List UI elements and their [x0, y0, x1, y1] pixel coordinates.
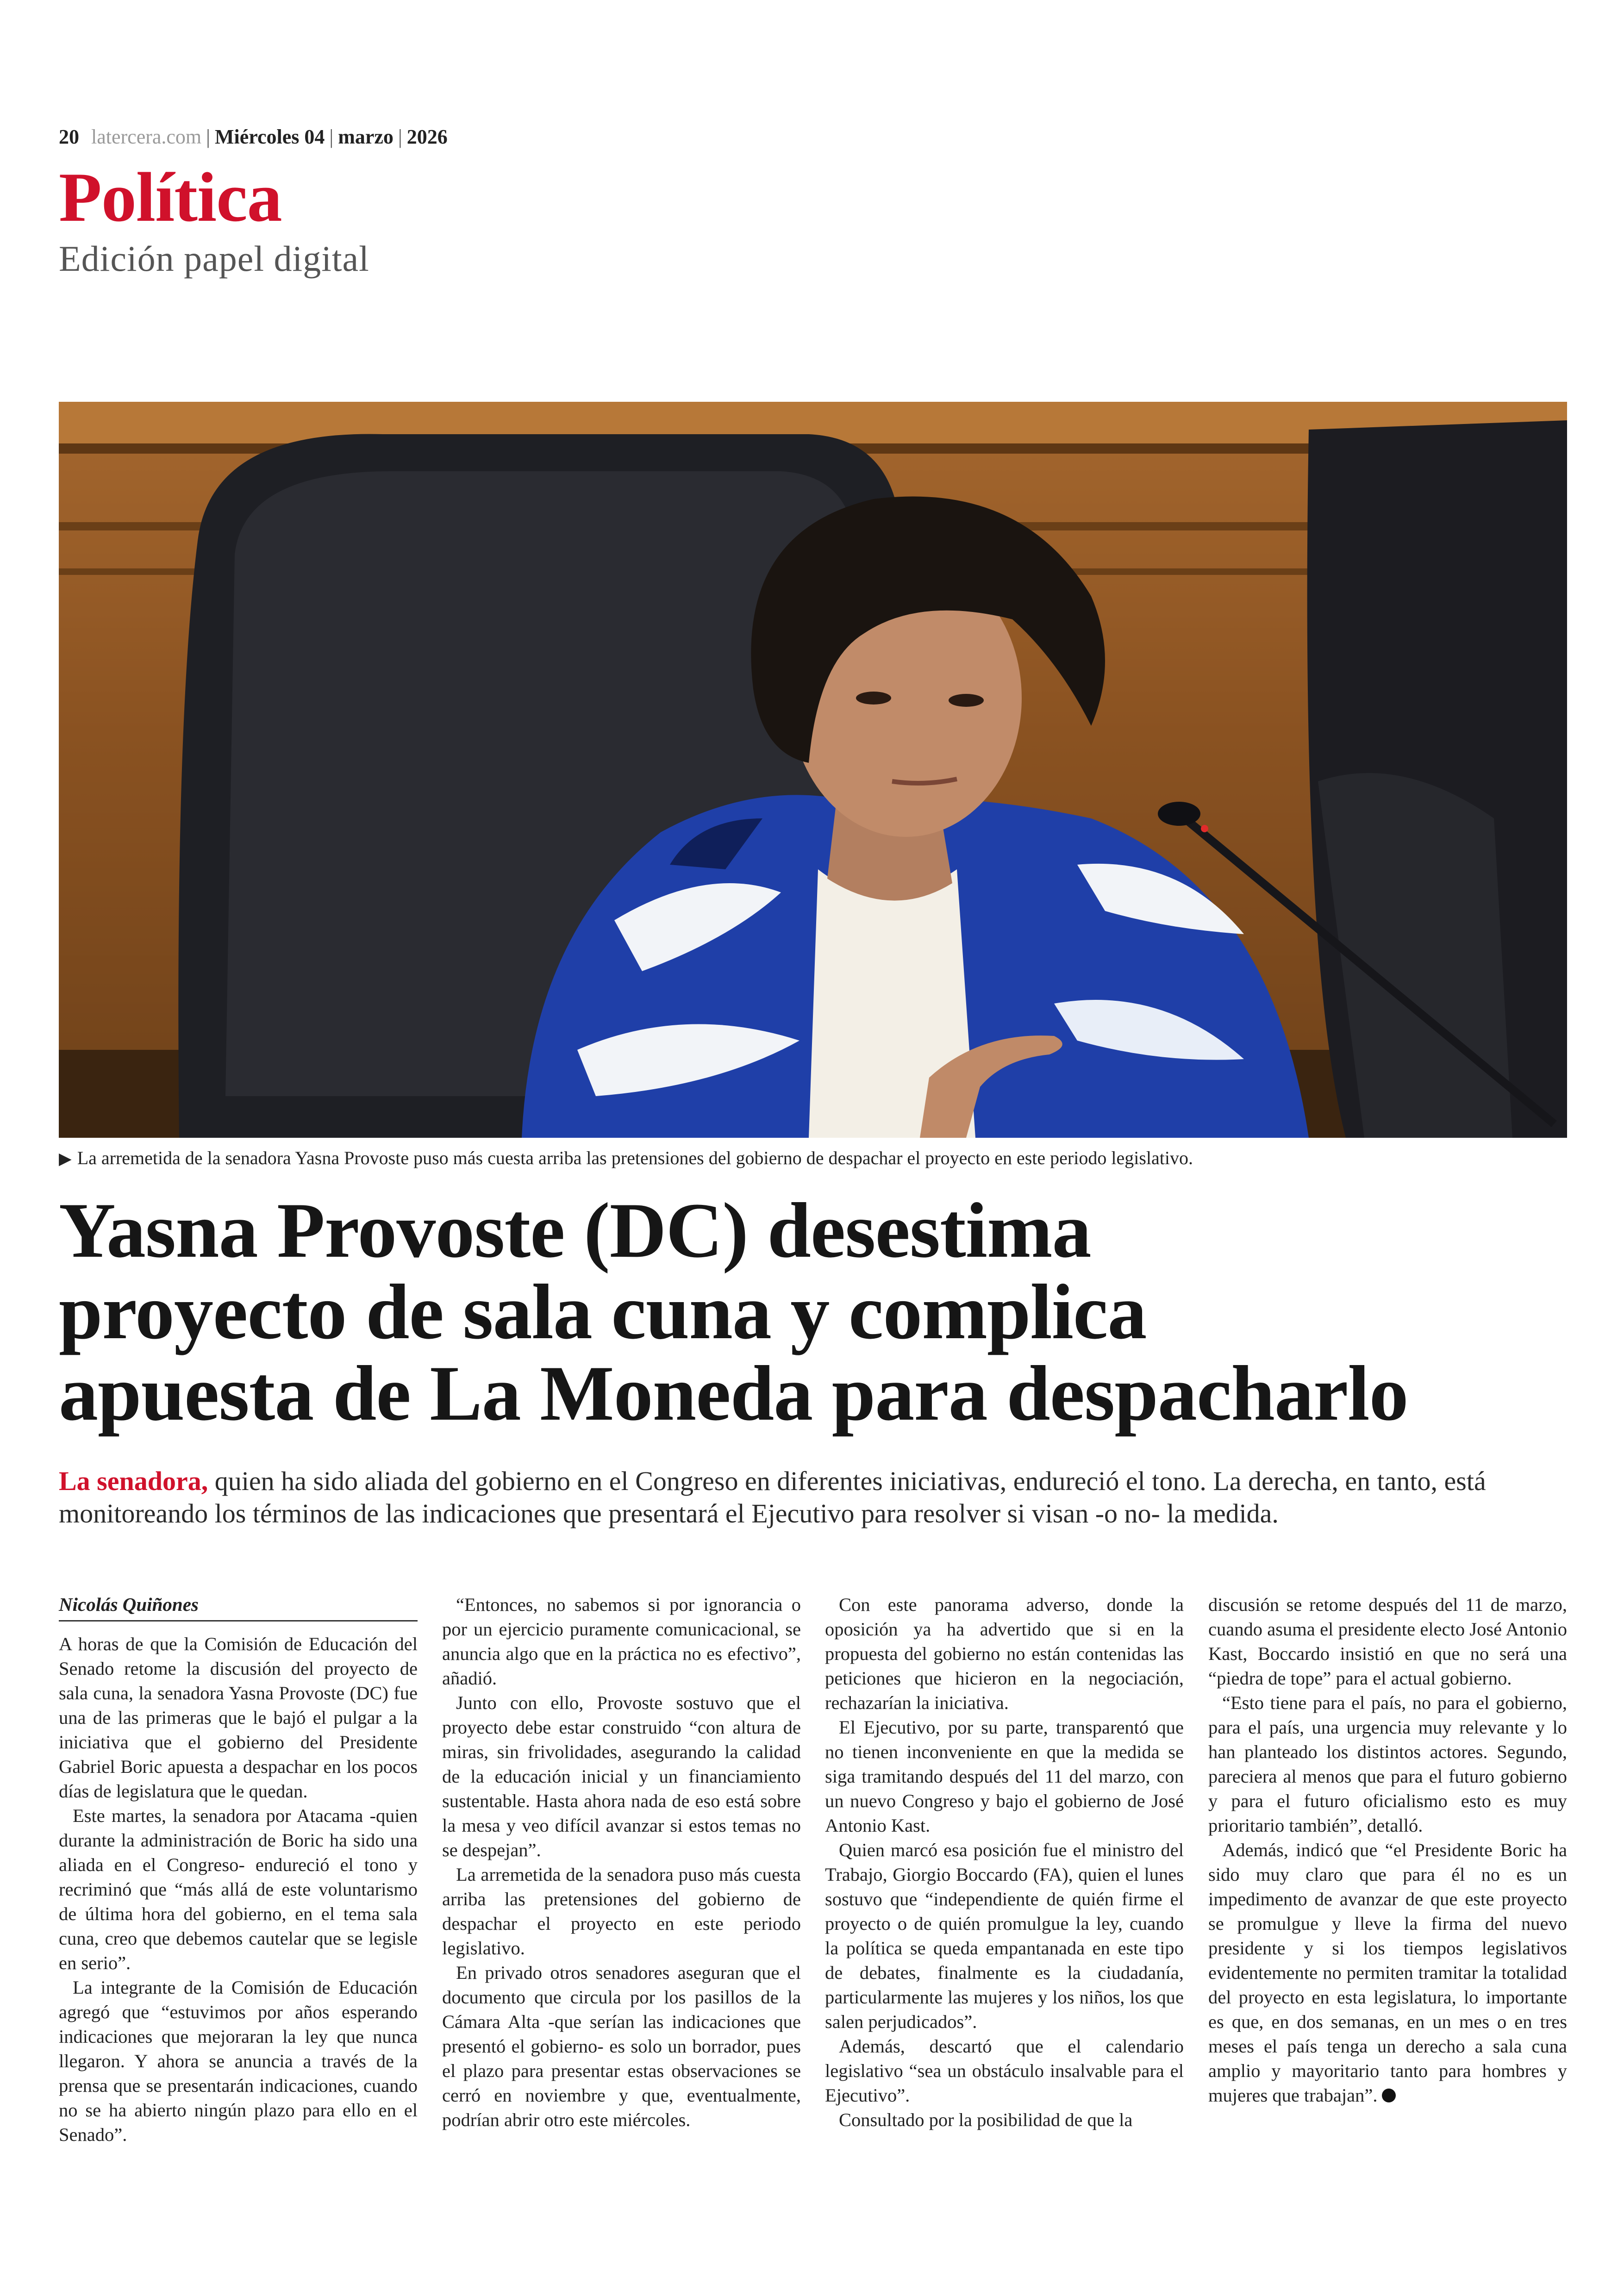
deck-lead: La senadora,: [59, 1466, 208, 1496]
paragraph: discusión se retome después del 11 de marzo, cuando asuma el presidente electo José Antonio Kast, Boccardo insistió en que no será una “piedra de tope” para el actual gobierno.: [1208, 1594, 1567, 1689]
eye-left: [856, 692, 891, 705]
article-column-4: [1208, 1592, 1567, 2108]
article-column-2: [442, 1592, 801, 2132]
page-folio: [59, 125, 448, 149]
paragraph: “Esto tiene para el país, no para el gobierno, para el país, una urgencia muy relevante y lo han planteado los distintos actores. Segundo, pareciera al menos que para el futuro gobierno y para el futuro oficialismo esto es muy prioritario también”, detalló.: [1208, 1692, 1567, 1836]
page-number: 20: [59, 125, 79, 148]
end-of-article-icon: [1382, 2089, 1396, 2102]
headline-line: proyecto de sala cuna y complica: [59, 1268, 1147, 1355]
caption-text: La arremetida de la senadora Yasna Provoste puso más cuesta arriba las pretensiones del gobierno de despachar el proyecto en este periodo legislativo.: [77, 1148, 1193, 1168]
paragraph: “Entonces, no sabemos si por ignorancia o por un ejercicio puramente comunicacional, se anuncia algo que en la práctica no es efectivo”, añadió.: [442, 1594, 801, 1689]
article-column-1: [59, 1592, 418, 2147]
article-photo: [59, 402, 1567, 1138]
caption-arrow-icon: ▶: [59, 1149, 72, 1168]
photo-illustration: [59, 402, 1567, 1138]
paragraph-text: Además, indicó que “el Presidente Boric ha sido muy claro que para él no es un impedimento de avanzar de que este proyecto se promulgue y lleve la firma del nuevo presidente y si los tiempos legislativos evidentemente no permiten tramitar la totalidad del proyecto en esta legislatura, lo importante es que, en dos semanas, en un mes o en tres meses el país tenga un derecho a sala cuna amplio y mayoritario tanto para hombres y mujeres que trabajan”.: [1208, 1840, 1567, 2106]
eye-right: [949, 694, 984, 707]
site-name[interactable]: latercera.com: [91, 125, 202, 148]
paragraph: La integrante de la Comisión de Educación agregó que “estuvimos por años esperando indicaciones que mejoraran la ley que nunca llegaron. Y ahora se anuncia a través de la prensa que se presentarán indicaciones, cuando no se ha abierto ningún plazo para ello en el Senado”.: [59, 1977, 418, 2145]
microphone-head: [1158, 802, 1200, 826]
paragraph: Este martes, la senadora por Atacama -quien durante la administración de Boric ha sido una aliada en el Congreso- endureció el tono y recriminó que “más allá de este voluntarismo de última hora del gobierno, en el tema sala cuna, creo que debemos cautelar que se legisle en serio”.: [59, 1805, 418, 1973]
paragraph: Quien marcó esa posición fue el ministro del Trabajo, Giorgio Boccardo (FA), quien el lunes sostuvo que “independiente de quién firme el proyecto o de quién promulgue la ley, cuando la política se queda empantanada en este tipo de debates, finalmente es la ciudadanía, particularmente las mujeres y los niños, los que salen perjudicados”.: [825, 1840, 1184, 2032]
paragraph: A horas de que la Comisión de Educación del Senado retome la discusión del proyecto de sala cuna, la senadora Yasna Provoste (DC) fue una de las primeras que le bajó el pulgar a la iniciativa que el gobierno del Presidente Gabriel Boric apuesta a despachar en los pocos días de legislatura que le quedan.: [59, 1634, 418, 1802]
section-title: Política: [59, 158, 282, 236]
paragraph: En privado otros senadores aseguran que el documento que circula por los pasillos de la Cámara Alta -que serían las indicaciones que presentó el gobierno- es solo un borrador, pues el plazo para presentar estas observaciones se cerró en noviembre y que, eventualmente, podrían abrir otro este miércoles.: [442, 1962, 801, 2130]
paragraph: Consultado por la posibilidad de que la: [839, 2109, 1133, 2130]
byline: Nicolás Quiñones: [59, 1592, 418, 1621]
headline-line: Yasna Provoste (DC) desestima: [59, 1187, 1091, 1274]
folio-day: Miércoles 04: [214, 125, 325, 148]
paragraph: Con este panorama adverso, donde la oposición ya ha advertido que si en la propuesta del gobierno no están contenidas las peticiones que hicieron en la negociación, rechazarían la iniciativa.: [825, 1594, 1184, 1713]
photo-caption: [59, 1147, 1567, 1169]
paragraph: Junto con ello, Provoste sostuvo que el proyecto debe estar construido “con altura de miras, sin frivolidades, asegurando la calidad de la educación inicial y un financiamiento sustentable. Hasta ahora nada de eso está sobre la mesa y veo difícil avanzar si estos temas no se despejan”.: [442, 1692, 801, 1860]
folio-year: 2026: [406, 125, 448, 148]
deck-text: quien ha sido aliada del gobierno en el Congreso en diferentes iniciativas, endureció el tono. La derecha, en tanto, está monitoreando los términos de las indicaciones que presentará el Ejecutivo para resolver si visan -o no- la medida.: [59, 1466, 1486, 1528]
folio-month: marzo: [338, 125, 394, 148]
paragraph: El Ejecutivo, por su parte, transparentó que no tienen inconveniente en que la medida se siga tramitando después del 11 del marzo, con un nuevo Congreso y bajo el gobierno de José Antonio Kast.: [825, 1717, 1184, 1836]
folio-separator: |: [329, 125, 334, 148]
paragraph: [1208, 1838, 1567, 2108]
folio-separator: |: [206, 125, 210, 148]
edition-label: Edición papel digital: [59, 238, 369, 279]
article-deck: [59, 1465, 1567, 1530]
headline: [59, 1187, 1577, 1437]
headline-line: apuesta de La Moneda para despacharlo: [59, 1350, 1408, 1437]
paragraph: Además, descartó que el calendario legislativo “sea un obstáculo insalvable para el Ejecutivo”.: [825, 2036, 1184, 2106]
microphone-light: [1201, 825, 1208, 832]
folio-separator: |: [398, 125, 402, 148]
paragraph: La arremetida de la senadora puso más cuesta arriba las pretensiones del gobierno de despachar el proyecto en este periodo legislativo.: [442, 1864, 801, 1958]
article-column-3: [825, 1592, 1184, 2132]
